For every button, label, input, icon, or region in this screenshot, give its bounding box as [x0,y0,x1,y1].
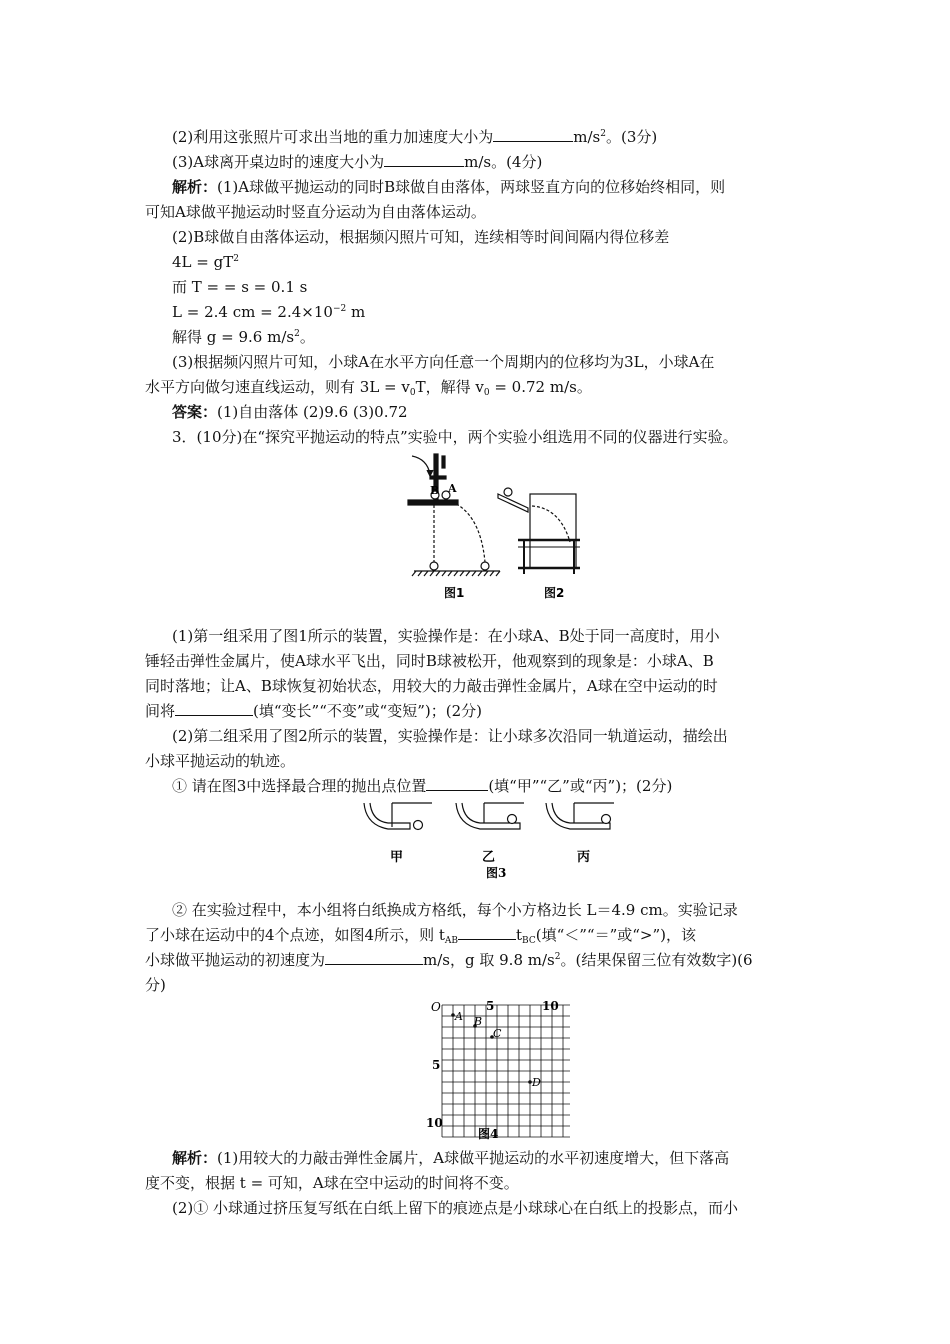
figure-3-track-yi [456,803,524,829]
q2-equation-4: 解得 g = 9.6 $m/s^2$。 [172,328,315,346]
q2-solution-2a: (2)B球做自由落体运动，根据频闪照片可知，连续相等时间间隔内得位移差 [172,228,670,246]
q3-stem: 3．(10分)在“探究平抛运动的特点”实验中，两个实验小组选用不同的仪器进行实验。 [172,428,738,446]
q3-part1-a: (1)第一组采用了图1所示的装置，实验操作是：在小球A、B处于同一高度时，用小 [172,627,720,645]
figure-4-x-tick-10: 10 [542,999,559,1013]
q3-part2-question2-d: 分) [145,976,166,994]
q3-part2-a: (2)第二组采用了图2所示的装置，实验操作是：让小球多次沿同一轨道运动，描绘出 [172,727,728,745]
q2-solution-1a: 解析：(1)A球做平抛运动的同时B球做自由落体，两球竖直方向的位移始终相同，则 [172,178,726,196]
figure-3-track-bing [546,803,614,829]
figure-3-label-bing: 丙 [577,850,591,865]
figure-4-label-b: B [474,1015,483,1028]
figure-4 [420,995,570,1143]
figure-1-label-a: A [448,482,457,495]
figure-3-label-jia: 甲 [390,850,404,865]
figure-4-label-d: D [532,1076,541,1089]
q3-part2-question1: ① 请在图3中选择最合理的抛出点位置 (填“甲”“乙”或“丙”)；(2分) [172,777,673,795]
figure-4-caption: 图4 [478,1127,499,1141]
q3-solution-2a: (2)① 小球通过挤压复写纸在白纸上留下的痕迹点是小球球心在白纸上的投影点，而小 [172,1199,739,1217]
figure-4-y-tick-10: 10 [426,1116,443,1130]
q2-part2: (2)利用这张照片可求出当地的重力加速度大小为 $m/s^2$。(3分) [172,128,658,146]
figure-4-grid [442,1005,570,1137]
figure-1-2 [400,450,590,605]
figure-2-apparatus [498,488,580,574]
q2-answer: 答案：(1)自由落体 (2)9.6 (3)0.72 [172,403,408,421]
q3-part1-c: 同时落地；让A、B球恢复初始状态，用较大的力敲击弹性金属片，A球在空中运动的时 [145,677,718,695]
q3-part1-b: 锤轻击弹性金属片，使A球水平飞出，同时B球被松开，他观察到的现象是：小球A、B [145,652,714,670]
figure-4-label-c: C [493,1027,502,1040]
q3-part2-question2-b: 了小球在运动中的4个点迹，如图4所示，则 $t_{AB}$ $t_{BC}$(填“＜”“＝”或“>”)，该 [145,926,697,946]
figure-4-y-tick-5: 5 [432,1058,441,1072]
q2-solution-3a: (3)根据频闪照片可知，小球A在水平方向任意一个周期内的位移均为3L，小球A在 [172,353,715,371]
figure-3-track-jia [364,803,432,830]
q3-part2-b: 小球平抛运动的轨迹。 [145,752,296,770]
q2-equation-2: 而 T = = s = 0.1 s [172,278,308,296]
figure-3-caption: 图3 [486,866,507,880]
q2-equation-3: L = 2.4 cm = $2.4\times 10^{-2}$ m [172,303,366,321]
q2-solution-1b: 可知A球做平抛运动时竖直分运动为自由落体运动。 [145,203,486,221]
q3-part1-d: 间将 (填“变长”“不变”或“变短”)；(2分) [145,702,482,720]
figure-1-label-b: B [430,484,440,497]
figure-2-caption: 图2 [544,586,565,600]
q3-part2-question2-c: 小球做平抛运动的初速度为 m/s，g 取 9.8 $m/s^2$。(结果保留三位有效数字)(6 [145,951,753,969]
q3-part2-question2-a: ② 在实验过程中，本小组将白纸换成方格纸，每个小方格边长 L＝4.9 cm。实验记录 [172,901,738,919]
q3-solution-1a: 解析：(1)用较大的力敲击弹性金属片，A球做平抛运动的水平初速度增大，但下落高 [172,1149,730,1167]
q2-part3: (3)A球离开桌边时的速度大小为 m/s。(4分) [172,153,543,171]
figure-4-origin-label: O [431,1000,441,1014]
q3-solution-1b: 度不变，根据 t = 可知，A球在空中运动的时间将不变。 [145,1174,519,1192]
figure-1-caption: 图1 [444,586,465,600]
q2-solution-3b: 水平方向做匀速直线运动，则有 $3L = v_0T$，解得 $v_0 = 0.72$ m/s。 [145,378,592,398]
figure-3-label-yi: 乙 [482,850,496,865]
figure-1-apparatus [408,454,500,576]
figure-4-label-a: A [455,1010,463,1023]
q2-equation-1: $4L = gT^2$ [172,253,239,271]
figure-4-x-tick-5: 5 [486,999,495,1013]
figure-3 [360,797,620,881]
